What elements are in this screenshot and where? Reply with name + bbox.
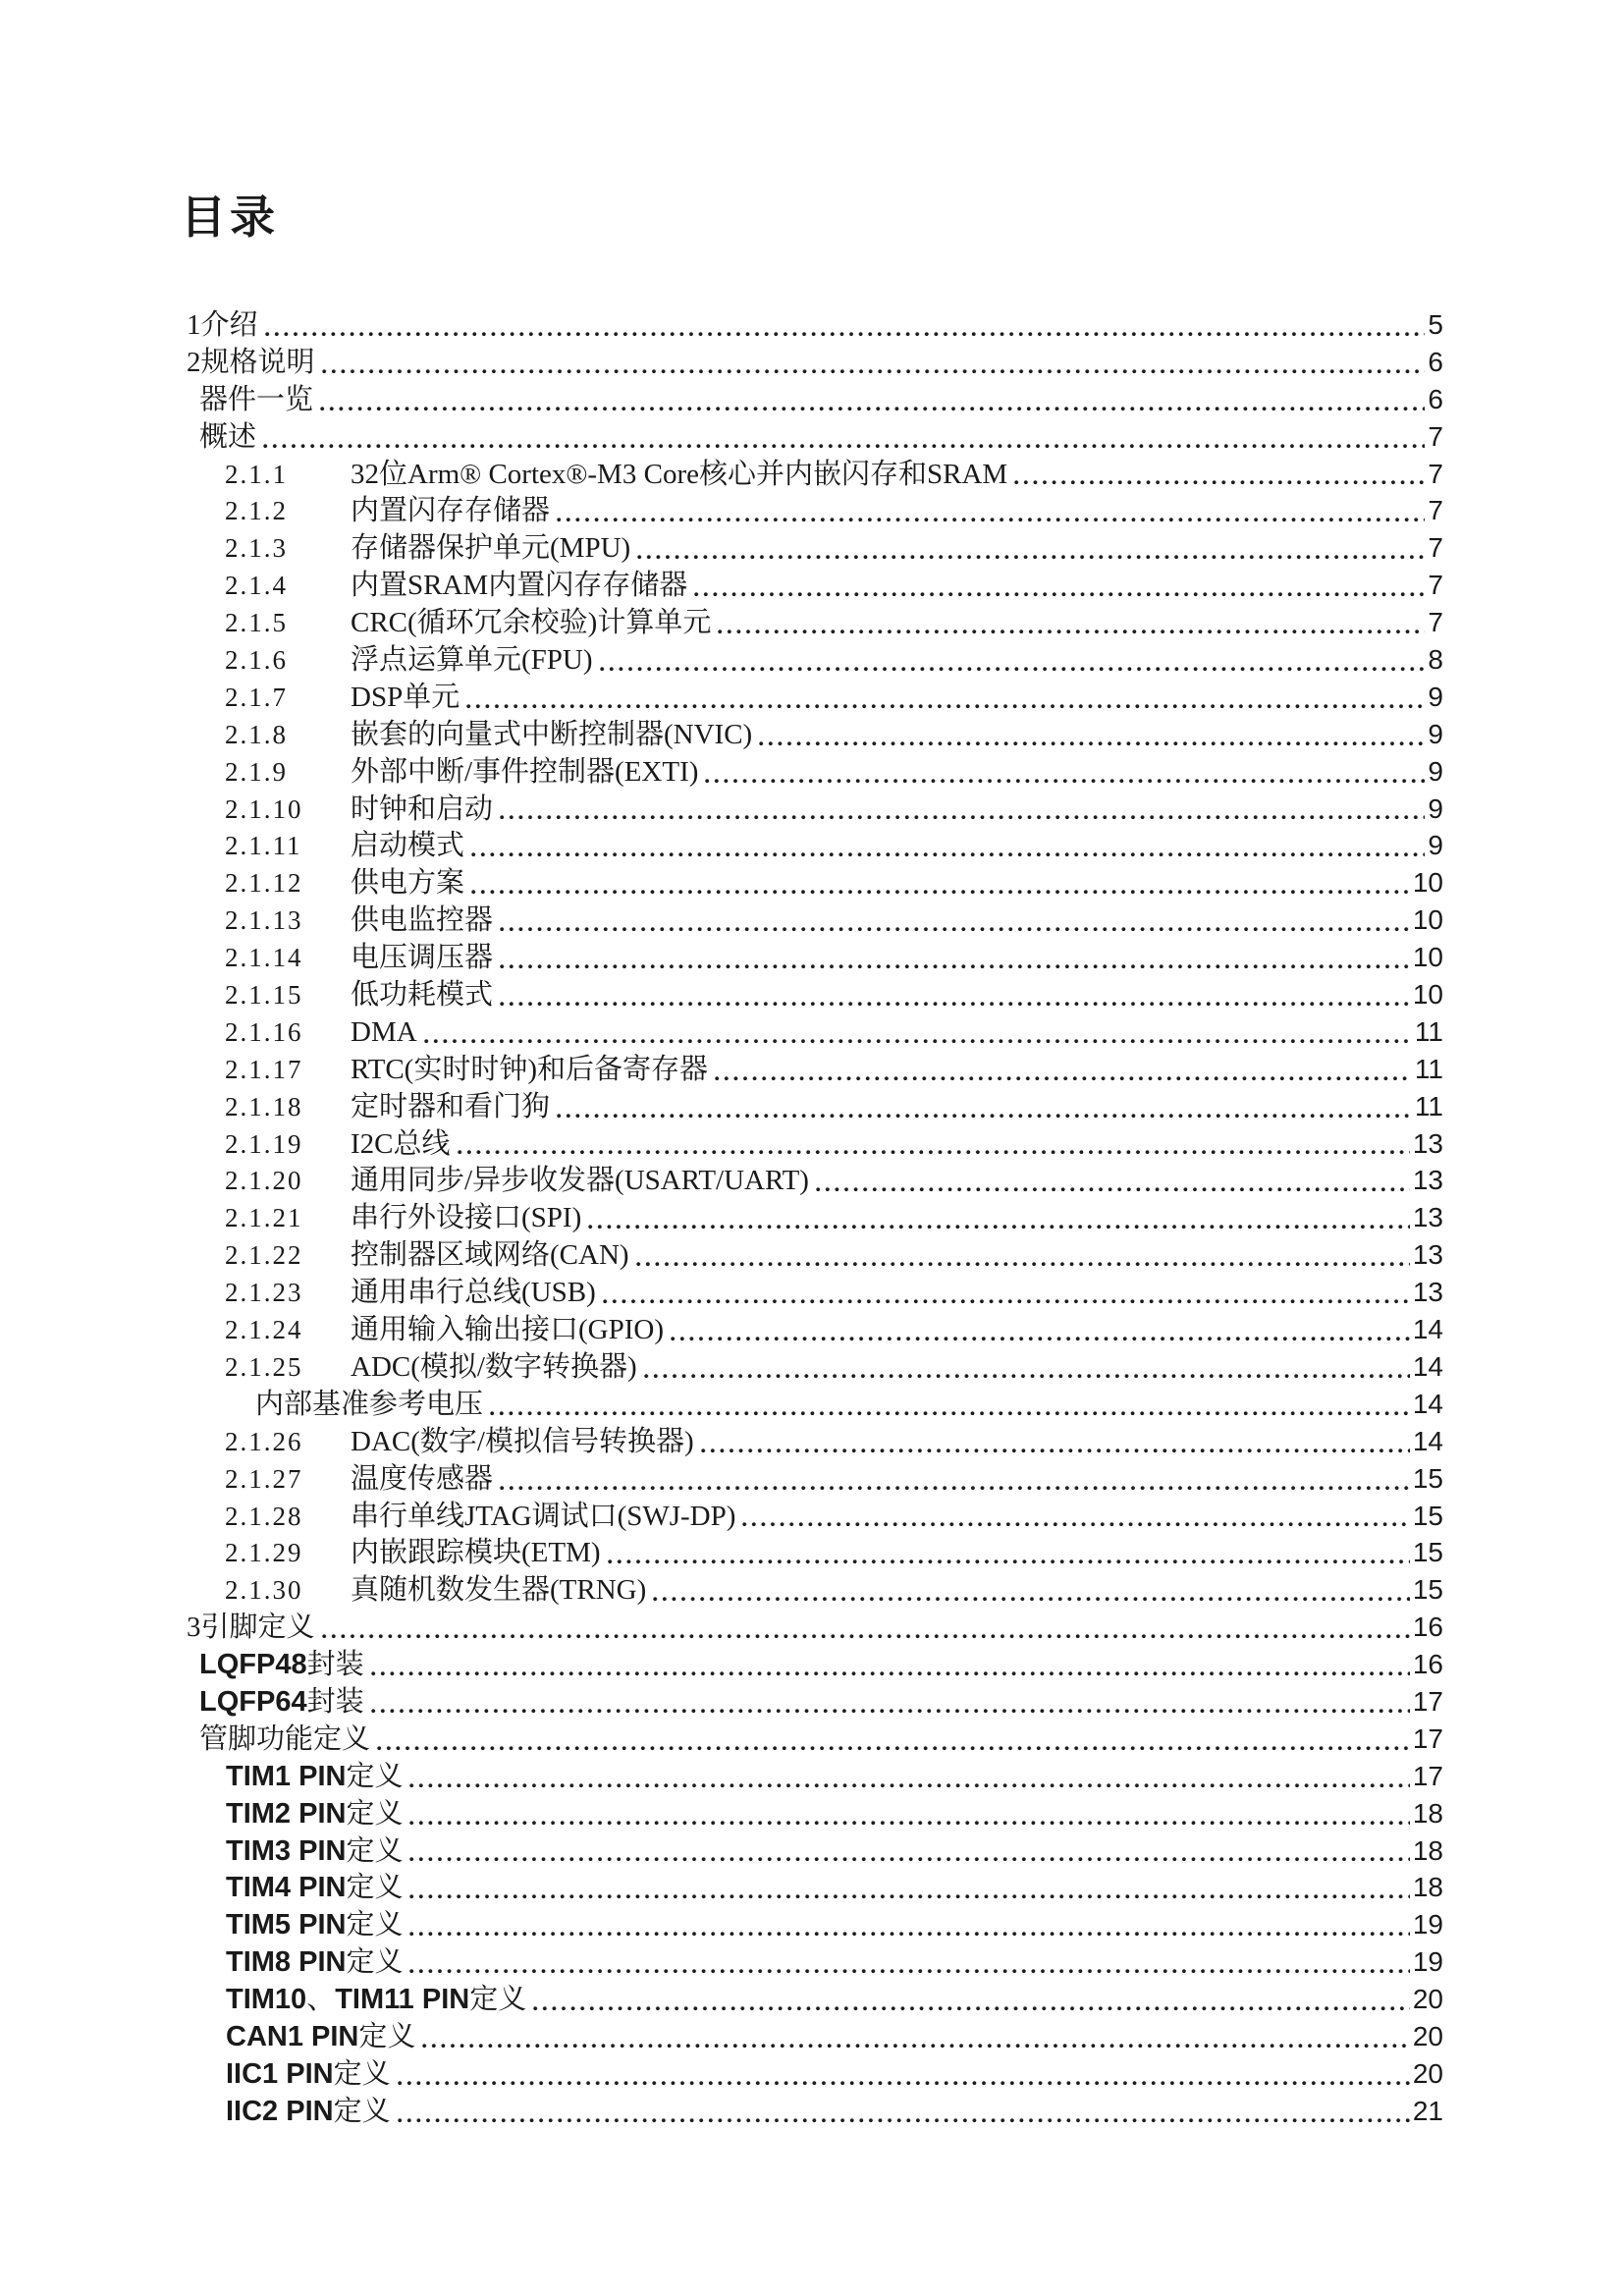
toc-entry-number: 2.1.25 (225, 1351, 303, 1382)
toc-entry[interactable] (225, 641, 1443, 679)
toc-entry-label (351, 457, 1007, 498)
dot-leader (705, 753, 1425, 791)
toc-entry[interactable] (225, 1051, 1443, 1088)
toc-entry-number: 2.1.21 (225, 1203, 303, 1233)
toc-entry-label (351, 1499, 735, 1540)
toc-entry-page: 20 (1412, 2057, 1443, 2089)
toc-entry-label (199, 419, 256, 461)
toc-entry-label (226, 1833, 403, 1875)
toc-entry-label (351, 902, 493, 944)
toc-entry-number: 2.1.22 (225, 1240, 303, 1271)
toc-entry[interactable] (225, 456, 1443, 493)
toc-entry-label-part: 定义 (333, 2095, 391, 2127)
toc-entry[interactable] (225, 1460, 1443, 1498)
dot-leader (409, 1869, 1409, 1906)
toc-entry-label-part: 内置SRAM内置闪存存储器 (351, 570, 688, 602)
toc-entry-label (351, 1163, 809, 1204)
dot-leader (322, 344, 1426, 381)
toc-entry-label (226, 1870, 403, 1911)
toc-entry-label-part: 串行外设接口(SPI) (351, 1202, 582, 1234)
dot-leader (694, 567, 1425, 604)
dot-leader (600, 641, 1426, 679)
toc-entry-label (351, 940, 493, 981)
toc-entry-page: 13 (1412, 1165, 1443, 1196)
toc-entry-label-part: TIM2 PIN (226, 1797, 347, 1830)
toc-entry-number: 2.1.19 (225, 1128, 303, 1159)
toc-entry-label-part: 通用串行总线(USB) (351, 1277, 596, 1309)
toc-entry-label (351, 1200, 581, 1241)
toc-entry[interactable] (226, 1758, 1443, 1795)
dot-leader (588, 1199, 1410, 1236)
toc-entry[interactable] (255, 1386, 1443, 1423)
toc-entry-label-part: CRC(循环冗余校验)计算单元 (351, 607, 712, 639)
toc-entry-label-part: 低功耗模式 (351, 979, 494, 1011)
toc-entry-page: 21 (1412, 2095, 1443, 2126)
toc-entry-label-part: 外部中断/事件控制器(EXTI) (351, 755, 699, 788)
toc-entry[interactable] (226, 2055, 1443, 2093)
toc-entry-number: 2.1.16 (225, 1016, 303, 1047)
toc-entry-label-part: DAC(数字/模拟信号转换器) (351, 1425, 694, 1457)
toc-entry-label (351, 1424, 694, 1465)
toc-entry-label (226, 1944, 403, 1986)
toc-entry-page: 7 (1428, 458, 1443, 489)
toc-entry-label-part: 管脚功能定义 (199, 1722, 371, 1755)
toc-entry-label-part: 真随机数发生器(TRNG) (351, 1574, 647, 1607)
toc-entry[interactable] (225, 529, 1443, 567)
toc-entry-number: 2.1.20 (225, 1166, 303, 1196)
toc-entry-label-part: TIM3 PIN (226, 1834, 347, 1867)
dot-leader (265, 306, 1426, 344)
dot-leader (377, 1721, 1410, 1758)
toc-entry-label (226, 1982, 526, 2023)
toc-entry-number: 2.1.2 (225, 496, 288, 526)
toc-entry-label-part: 器件一览 (199, 383, 314, 415)
toc-entry-label (226, 2094, 391, 2135)
toc-entry-label (187, 1610, 315, 1651)
toc-entry-label (226, 1759, 403, 1800)
toc-entry-page: 16 (1412, 1612, 1443, 1643)
toc-entry-page: 10 (1412, 904, 1443, 936)
toc-entry-label-part: 存储器保护单元(MPU) (351, 532, 631, 565)
dot-leader (816, 1162, 1410, 1199)
toc-entry-label-part: CAN1 PIN (226, 2020, 359, 2052)
toc-entry-label (351, 1349, 637, 1391)
toc-entry-page: 8 (1428, 644, 1443, 676)
dot-leader (603, 1274, 1410, 1311)
toc-entry-label (351, 754, 698, 795)
dot-leader (466, 679, 1425, 716)
toc-entry[interactable] (225, 604, 1443, 641)
toc-entry[interactable] (225, 1013, 1443, 1051)
toc-entry-label-part: TIM5 PIN (226, 1909, 347, 1941)
toc-entry-label (351, 1275, 596, 1316)
toc-entry[interactable] (225, 902, 1443, 939)
toc-entry-label-part: TIM11 PIN (335, 1984, 470, 2016)
dot-leader (471, 864, 1410, 902)
toc-entry[interactable] (226, 1906, 1443, 1943)
toc-entry[interactable] (225, 1162, 1443, 1199)
toc-entry[interactable] (226, 1832, 1443, 1870)
dot-leader (701, 1423, 1410, 1460)
toc-entry-label-part: 、 (306, 1984, 336, 2016)
toc-entry-label-part: I2C总线 (351, 1127, 451, 1160)
toc-entry-label (351, 530, 630, 572)
toc-entry-page: 14 (1412, 1425, 1443, 1456)
toc-entry-page: 11 (1414, 1090, 1443, 1121)
toc-entry-page: 13 (1412, 1127, 1443, 1159)
toc-entry-label (199, 1684, 364, 1725)
toc-entry-page: 5 (1428, 309, 1443, 340)
toc-entry-label (226, 1796, 403, 1837)
toc-entry-page: 18 (1412, 1872, 1443, 1903)
dot-leader (371, 1646, 1410, 1683)
dot-leader (608, 1534, 1410, 1571)
toc-entry-page: 9 (1428, 718, 1443, 749)
toc-entry-label-part: 封装 (306, 1649, 364, 1681)
toc-entry-label-part: 1介绍 (187, 309, 258, 341)
toc-entry-label-part: 嵌套的向量式中断控制器(NVIC) (351, 718, 753, 750)
dot-leader (500, 976, 1410, 1013)
toc-entry-number: 2.1.3 (225, 533, 288, 564)
toc-entry-label-part: 定义 (346, 1872, 404, 1904)
toc-entry[interactable] (225, 1274, 1443, 1311)
toc-entry-page: 7 (1428, 570, 1443, 601)
toc-entry[interactable] (225, 492, 1443, 529)
toc-entry-label-part: LQFP64 (199, 1685, 307, 1718)
toc-entry-label (351, 680, 460, 721)
toc-entry[interactable] (199, 1721, 1443, 1758)
dot-leader (371, 1683, 1410, 1721)
toc-entry-page: 17 (1412, 1722, 1443, 1754)
toc-entry-label (199, 1647, 364, 1688)
toc-entry-page: 9 (1428, 793, 1443, 824)
dot-leader (557, 492, 1425, 529)
toc-entry-number: 2.1.12 (225, 868, 303, 899)
toc-entry-label (351, 1126, 451, 1168)
toc-entry-label-part: TIM8 PIN (226, 1946, 347, 1979)
toc-entry-number: 2.1.8 (225, 719, 288, 749)
toc-entry[interactable] (187, 306, 1443, 344)
dot-leader (671, 1311, 1410, 1348)
toc-entry-label-part: TIM4 PIN (226, 1872, 347, 1904)
toc-entry-label-part: IIC1 PIN (226, 2057, 334, 2090)
toc-entry[interactable] (225, 716, 1443, 753)
toc-entry-label-part: 定义 (346, 1834, 404, 1867)
toc-entry-label-part: 通用同步/异步收发器(USART/UART) (351, 1165, 809, 1197)
toc-entry-page: 14 (1412, 1350, 1443, 1382)
toc-entry-page: 19 (1412, 1909, 1443, 1941)
toc-entry[interactable] (225, 864, 1443, 902)
toc-entry-number: 2.1.15 (225, 980, 303, 1011)
toc-entry[interactable] (225, 1348, 1443, 1386)
toc-entry[interactable] (226, 1869, 1443, 1906)
dot-leader (398, 2055, 1410, 2093)
toc-entry-page: 14 (1412, 1314, 1443, 1345)
toc-entry-label (187, 307, 258, 349)
toc-entry-label-part: 定义 (346, 1946, 404, 1979)
dot-leader (653, 1571, 1410, 1609)
toc-entry-label (351, 977, 493, 1018)
toc-entry-number: 2.1.18 (225, 1091, 303, 1121)
dot-leader (422, 2018, 1409, 2055)
dot-leader (1014, 456, 1425, 493)
toc-entry[interactable] (199, 381, 1443, 418)
toc-entry-label-part: 内置闪存存储器 (351, 495, 551, 527)
toc-entry-label-part: IIC2 PIN (226, 2095, 334, 2127)
toc-entry-page: 7 (1428, 420, 1443, 452)
toc-entry-label-part: 32位Arm® Cortex®-M3 Core核心并内嵌闪存和SRAM (351, 458, 1008, 490)
toc-entry-page: 14 (1412, 1388, 1443, 1419)
toc-entry-number: 2.1.14 (225, 943, 303, 973)
toc-entry-label (351, 1572, 646, 1613)
toc-entry-label-part: 电压调压器 (351, 942, 494, 974)
toc-entry-label (226, 2056, 391, 2098)
toc-entry[interactable] (187, 1609, 1443, 1646)
toc-entry-page: 13 (1412, 1277, 1443, 1308)
toc-entry-label-part: 定义 (358, 2020, 416, 2052)
toc-entry-label-part: RTC(实时时钟)和后备寄存器 (351, 1053, 708, 1085)
toc-entry-label (351, 717, 752, 758)
toc-entry-label-part: 温度传感器 (351, 1462, 494, 1495)
toc-entry[interactable] (225, 1498, 1443, 1535)
toc-entry-label-part: 供电方案 (351, 867, 465, 900)
toc-entry-label (351, 865, 464, 906)
toc-entry-label-part: 2规格说明 (187, 346, 315, 378)
dot-leader (759, 716, 1425, 753)
toc-entry-number: 2.1.6 (225, 645, 288, 676)
toc-entry-page: 17 (1412, 1685, 1443, 1717)
dot-leader (637, 529, 1425, 567)
toc-entry[interactable] (225, 567, 1443, 604)
toc-entry-label (199, 382, 313, 423)
dot-leader (500, 902, 1410, 939)
table-of-contents (187, 306, 1443, 2130)
dot-leader (409, 1795, 1409, 1832)
page-title: 目录 (181, 191, 279, 243)
toc-entry-page: 11 (1414, 1015, 1443, 1047)
toc-entry-page: 15 (1412, 1574, 1443, 1606)
toc-entry-label-part: 定义 (469, 1984, 527, 2016)
toc-entry-page: 11 (1414, 1053, 1443, 1084)
dot-leader (409, 1906, 1409, 1943)
toc-entry[interactable] (225, 1199, 1443, 1236)
toc-entry[interactable] (225, 679, 1443, 716)
toc-entry-page: 9 (1428, 830, 1443, 861)
toc-entry-label-part: 定义 (346, 1760, 404, 1792)
toc-entry[interactable] (225, 1534, 1443, 1571)
toc-entry[interactable] (199, 1683, 1443, 1721)
toc-entry[interactable] (225, 1571, 1443, 1609)
toc-entry-label (351, 1014, 417, 1056)
toc-entry[interactable] (187, 344, 1443, 381)
toc-entry-label (351, 642, 593, 683)
toc-entry-label (199, 1722, 370, 1763)
toc-entry-label-part: LQFP48 (199, 1649, 307, 1681)
toc-entry[interactable] (225, 791, 1443, 828)
dot-leader (715, 1051, 1412, 1088)
toc-entry-label-part: 封装 (306, 1685, 364, 1718)
toc-entry-label (351, 792, 493, 833)
toc-entry[interactable] (225, 827, 1443, 864)
dot-leader (500, 939, 1410, 976)
toc-entry-number: 2.1.26 (225, 1426, 303, 1456)
toc-entry-number: 2.1.30 (225, 1575, 303, 1606)
toc-entry-number: 2.1.29 (225, 1538, 303, 1568)
toc-entry[interactable] (226, 2093, 1443, 2130)
toc-entry[interactable] (226, 1795, 1443, 1832)
toc-entry-label-part: 定义 (333, 2057, 391, 2090)
dot-leader (644, 1348, 1410, 1386)
toc-entry-page: 7 (1428, 607, 1443, 638)
toc-entry[interactable] (225, 1236, 1443, 1274)
toc-entry-number: 2.1.10 (225, 793, 303, 824)
toc-entry-label-part: TIM10 (226, 1984, 307, 2016)
toc-entry-page: 13 (1412, 1202, 1443, 1233)
dot-leader (500, 1460, 1410, 1498)
toc-entry-page: 7 (1428, 532, 1443, 564)
toc-entry[interactable] (225, 1423, 1443, 1460)
dot-leader (500, 791, 1425, 828)
toc-entry-label (351, 493, 550, 534)
toc-entry-number: 2.1.17 (225, 1054, 303, 1084)
toc-entry-page: 20 (1412, 1984, 1443, 2015)
toc-entry-label-part: 定义 (346, 1909, 404, 1941)
toc-entry[interactable] (226, 1981, 1443, 2018)
toc-entry-number: 2.1.24 (225, 1315, 303, 1345)
toc-entry-page: 15 (1412, 1500, 1443, 1531)
toc-entry-page: 9 (1428, 755, 1443, 787)
dot-leader (533, 1981, 1410, 2018)
dot-leader (398, 2093, 1410, 2130)
toc-entry-number: 2.1.4 (225, 571, 288, 601)
toc-entry-page: 15 (1412, 1462, 1443, 1494)
toc-entry-label-part: 内部基准参考电压 (255, 1388, 484, 1420)
toc-entry-label (226, 2019, 415, 2060)
toc-entry[interactable] (225, 976, 1443, 1013)
toc-entry-number: 2.1.28 (225, 1501, 303, 1531)
toc-entry-page: 15 (1412, 1537, 1443, 1568)
toc-entry-number: 2.1.23 (225, 1278, 303, 1308)
toc-entry-number: 2.1.5 (225, 608, 288, 638)
toc-entry-label (351, 1237, 629, 1279)
dot-leader (424, 1013, 1412, 1051)
toc-entry[interactable] (199, 1646, 1443, 1683)
toc-entry-label (226, 1907, 403, 1948)
toc-entry-label (351, 1535, 601, 1576)
toc-entry-label (351, 1052, 708, 1093)
toc-entry-label (351, 568, 687, 609)
toc-entry-label-part: 启动模式 (351, 830, 465, 862)
toc-entry-label-part: ADC(模拟/数字转换器) (351, 1350, 637, 1383)
toc-entry-label-part: TIM1 PIN (226, 1760, 347, 1792)
dot-leader (409, 1832, 1409, 1870)
dot-leader (320, 381, 1425, 418)
dot-leader (490, 1386, 1410, 1423)
toc-entry-label (255, 1387, 483, 1428)
toc-entry[interactable] (226, 2018, 1443, 2055)
dot-leader (409, 1758, 1409, 1795)
toc-entry-label-part: 内嵌跟踪模块(ETM) (351, 1537, 601, 1569)
toc-entry-page: 9 (1428, 681, 1443, 712)
dot-leader (458, 1125, 1410, 1163)
toc-entry-page: 19 (1412, 1946, 1443, 1978)
dot-leader (636, 1236, 1410, 1274)
toc-entry-label-part: DSP单元 (351, 681, 460, 713)
toc-entry-page: 20 (1412, 2020, 1443, 2051)
toc-entry[interactable] (225, 939, 1443, 976)
dot-leader (263, 418, 1425, 456)
toc-entry[interactable] (199, 418, 1443, 456)
toc-entry-page: 16 (1412, 1649, 1443, 1680)
toc-entry-label-part: 定时器和看门狗 (351, 1090, 551, 1122)
toc-entry[interactable] (225, 753, 1443, 791)
toc-entry-label-part: DMA (351, 1015, 417, 1048)
dot-leader (471, 827, 1425, 864)
toc-entry-label (351, 828, 464, 869)
toc-entry-label (351, 1461, 493, 1503)
toc-entry-number: 2.1.11 (225, 831, 302, 861)
toc-entry-label (187, 345, 315, 386)
toc-entry-page: 6 (1428, 383, 1443, 414)
toc-entry-label (351, 1089, 550, 1130)
toc-entry-label-part: 概述 (199, 420, 257, 453)
toc-entry-label-part: 时钟和启动 (351, 793, 494, 825)
toc-entry-page: 18 (1412, 1797, 1443, 1829)
toc-entry-number: 2.1.1 (225, 459, 288, 489)
toc-entry[interactable] (225, 1125, 1443, 1163)
toc-entry[interactable] (225, 1311, 1443, 1348)
toc-entry-page: 7 (1428, 495, 1443, 526)
toc-entry-label-part: 通用输入输出接口(GPIO) (351, 1314, 664, 1346)
dot-leader (409, 1943, 1409, 1981)
dot-leader (557, 1088, 1412, 1125)
toc-entry-label-part: 3引脚定义 (187, 1612, 315, 1644)
toc-entry-label-part: 浮点运算单元(FPU) (351, 644, 593, 677)
toc-entry[interactable] (225, 1088, 1443, 1125)
toc-entry-page: 10 (1412, 979, 1443, 1011)
toc-entry-page: 10 (1412, 867, 1443, 899)
dot-leader (322, 1609, 1410, 1646)
toc-entry-number: 2.1.9 (225, 756, 288, 787)
toc-entry-label-part: 供电监控器 (351, 904, 494, 937)
toc-entry-label (351, 605, 711, 646)
toc-entry-number: 2.1.13 (225, 905, 303, 936)
toc-entry-number: 2.1.27 (225, 1463, 303, 1494)
toc-entry-label-part: 控制器区域网络(CAN) (351, 1239, 629, 1272)
toc-entry[interactable] (226, 1943, 1443, 1981)
dot-leader (718, 604, 1425, 641)
toc-entry-page: 18 (1412, 1834, 1443, 1866)
toc-entry-page: 6 (1428, 346, 1443, 377)
toc-entry-label-part: 定义 (346, 1797, 404, 1830)
toc-entry-label-part: 串行单线JTAG调试口(SWJ-DP) (351, 1500, 736, 1532)
toc-entry-page: 10 (1412, 942, 1443, 973)
toc-entry-page: 17 (1412, 1760, 1443, 1791)
toc-entry-number: 2.1.7 (225, 682, 288, 712)
toc-entry-label (351, 1312, 664, 1353)
toc-entry-page: 13 (1412, 1239, 1443, 1271)
dot-leader (742, 1498, 1409, 1535)
